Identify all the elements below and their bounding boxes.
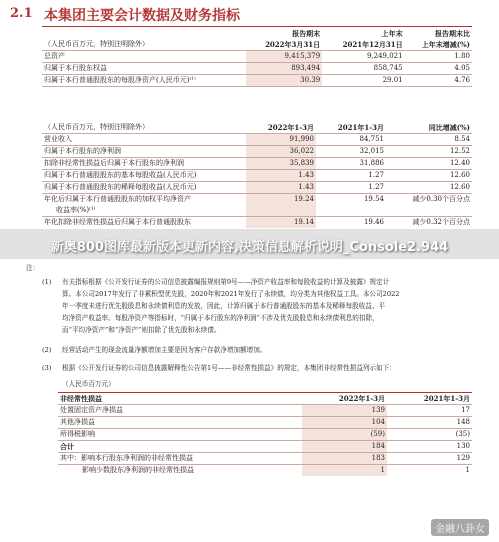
col-header: 报告期末比 bbox=[435, 29, 470, 38]
row-label: 总资产 bbox=[42, 51, 246, 63]
row-label: 影响少数股东净利润的非经常性损益 bbox=[82, 466, 194, 474]
note-number: (1) bbox=[42, 278, 52, 286]
cell: 35,839 bbox=[246, 158, 316, 170]
cell: 130 bbox=[387, 441, 472, 453]
row-label: 所得税影响 bbox=[58, 429, 302, 441]
table-row bbox=[58, 465, 472, 477]
table-row bbox=[42, 205, 472, 217]
cell: 4.05 bbox=[405, 63, 472, 75]
cell: 9,415,379 bbox=[246, 51, 322, 63]
cell: 4.76 bbox=[405, 75, 472, 87]
cell: 1.27 bbox=[316, 182, 386, 194]
section-number: 2.1 bbox=[10, 6, 33, 21]
cell: 30.39 bbox=[246, 75, 322, 87]
cell: 12.60 bbox=[386, 170, 472, 182]
row-label: 处置固定资产净损益 bbox=[58, 405, 302, 417]
cell: 12.60 bbox=[386, 182, 472, 194]
cell: 12.40 bbox=[386, 158, 472, 170]
cell bbox=[246, 205, 316, 217]
note-2: 经营活动产生的现金流量净额增加主要是因为客户存款净增加额增加。 bbox=[62, 346, 267, 354]
note-line: 而“平均净资产”和“净资产”则扣除了优先股和永续债。 bbox=[62, 326, 221, 334]
row-label: 归属于本行股东的净利润 bbox=[42, 146, 246, 158]
cell: 148 bbox=[387, 417, 472, 429]
note-3: 根据《公开发行证券的公司信息披露解释性公告第1号——非经常性损益》的规定，本集团非经常性损益列示如下： bbox=[62, 364, 396, 372]
cell: 104 bbox=[302, 417, 387, 429]
cell: 1 bbox=[302, 465, 387, 477]
table-row bbox=[58, 453, 472, 465]
cell: 29.01 bbox=[322, 75, 404, 87]
row-label: 其他净损益 bbox=[58, 417, 302, 429]
cell: 8.54 bbox=[386, 134, 472, 146]
cell: 858,745 bbox=[322, 63, 404, 75]
cell: 19.24 bbox=[246, 194, 316, 206]
note-line: 有关指标根据《公开发行证券的公司信息披露编报规则第9号——净资产收益率和每股收益的计算及披露》规定计 bbox=[62, 278, 390, 286]
table-row bbox=[58, 405, 472, 417]
col-header: 同比增减(%) bbox=[386, 122, 472, 134]
row-label: 年化扣除非经常性损益后归属于本行普通股股东 bbox=[44, 218, 191, 226]
note-line: 年一季度未进行优先股股息和永续债利息的发放，因此，计算归属于本行普通股股东的基本及稀释每股收益、平 bbox=[62, 302, 386, 310]
table-row bbox=[42, 217, 472, 229]
cell: 19.54 bbox=[363, 195, 384, 203]
cell: 12.52 bbox=[386, 146, 472, 158]
cell: 184 bbox=[302, 441, 387, 453]
watermark-logo: 金融八卦女 bbox=[431, 519, 489, 536]
cell: 32,015 bbox=[316, 146, 386, 158]
cell: 1.27 bbox=[316, 170, 386, 182]
table-row bbox=[42, 134, 472, 146]
row-label: 归属于本行普通股股东的稀释每股收益(人民币元) bbox=[42, 182, 246, 194]
note-line: 均净资产收益率、每股净资产等指标时，“归属于本行股东的净利润”不涉及优先股股息和永续债利息的扣除， bbox=[62, 314, 379, 322]
row-label: 营业收入 bbox=[42, 134, 246, 146]
income-table bbox=[42, 122, 472, 228]
cell: 19.46 bbox=[363, 218, 384, 226]
balance-table bbox=[42, 28, 472, 87]
col-header: 2021年1-3月 bbox=[316, 122, 386, 134]
col-header: 2022年1-3月 bbox=[302, 393, 387, 405]
table-row bbox=[58, 441, 472, 453]
row-label: 其中：影响本行股东净利润的非经常性损益 bbox=[58, 453, 302, 465]
table-row bbox=[42, 63, 472, 75]
table-row bbox=[42, 146, 472, 158]
cell: 36,022 bbox=[246, 146, 316, 158]
cell: 1.43 bbox=[246, 182, 316, 194]
table-row bbox=[58, 429, 472, 441]
cell: 减少0.30个百分点 bbox=[412, 195, 470, 203]
notes-heading: 注： bbox=[26, 264, 40, 272]
col-subheader: 2022年3月31日 bbox=[246, 39, 322, 51]
table-title: 非经常性损益 bbox=[58, 393, 302, 405]
cell: 84,751 bbox=[316, 134, 386, 146]
unit-label: （人民币百万元，特别注明除外） bbox=[42, 39, 246, 51]
cell: 31,886 bbox=[316, 158, 386, 170]
row-label: 收益率(%)⁽¹⁾ bbox=[42, 205, 246, 217]
table-row bbox=[42, 194, 472, 206]
cell bbox=[386, 205, 472, 217]
cell: 1.43 bbox=[246, 170, 316, 182]
cell: 减少0.32个百分点 bbox=[412, 218, 470, 226]
note-number: (3) bbox=[42, 364, 52, 372]
row-label: 扣除非经常性损益后归属于本行股东的净利润 bbox=[42, 158, 246, 170]
row-label: 合计 bbox=[58, 441, 302, 453]
section-rule bbox=[42, 26, 472, 27]
cell: (35) bbox=[387, 429, 472, 441]
banner-text: 新奥800图库最新版本更新内容,决策信息解析说明_Console2.944 bbox=[50, 240, 449, 255]
note-1 bbox=[62, 276, 474, 336]
table-row bbox=[58, 417, 472, 429]
section-title: 本集团主要会计数据及财务指标 bbox=[44, 8, 240, 24]
nonrecurring-table bbox=[58, 392, 472, 476]
col-subheader: 2021年12月31日 bbox=[322, 39, 404, 51]
col-subheader: 上年末增减(%) bbox=[405, 39, 472, 51]
cell: 91,990 bbox=[246, 134, 316, 146]
col-header: 上年末 bbox=[381, 29, 403, 38]
cell: 139 bbox=[302, 405, 387, 417]
cell bbox=[316, 205, 386, 217]
table-row bbox=[42, 182, 472, 194]
row-label: 归属于本行股东权益 bbox=[42, 63, 246, 75]
cell: (59) bbox=[302, 429, 387, 441]
cell: 129 bbox=[387, 453, 472, 465]
note-line: 算。本公司2017年发行了非累积型优先股，2020年和2021年发行了永续债，均分类为其他权益工具。本公司2022 bbox=[62, 290, 400, 298]
cell: 19.14 bbox=[246, 217, 316, 229]
table-row bbox=[42, 75, 472, 87]
row-label: 归属于本行普通股股东的基本每股收益(人民币元) bbox=[42, 170, 246, 182]
table-row bbox=[42, 158, 472, 170]
note-number: (2) bbox=[42, 346, 52, 354]
row-label: 年化后归属于本行普通股股东的加权平均净资产 bbox=[44, 195, 191, 203]
unit-label: （人民币百万元） bbox=[62, 380, 115, 388]
col-header: 2022年1-3月 bbox=[246, 122, 316, 134]
col-header: 报告期末 bbox=[292, 29, 321, 38]
cell: 9,249,021 bbox=[322, 51, 404, 63]
table-row bbox=[42, 170, 472, 182]
unit-label: （人民币百万元，特别注明除外） bbox=[42, 122, 246, 134]
cell: 1 bbox=[465, 466, 470, 474]
cell: 17 bbox=[387, 405, 472, 417]
col-header: 2021年1-3月 bbox=[387, 393, 472, 405]
cell: 183 bbox=[302, 453, 387, 465]
row-label: 归属于本行普通股股东的每股净资产(人民币元)⁽¹⁾ bbox=[42, 75, 246, 87]
cell: 893,494 bbox=[246, 63, 322, 75]
table-row bbox=[42, 51, 472, 63]
cell: 1.80 bbox=[405, 51, 472, 63]
